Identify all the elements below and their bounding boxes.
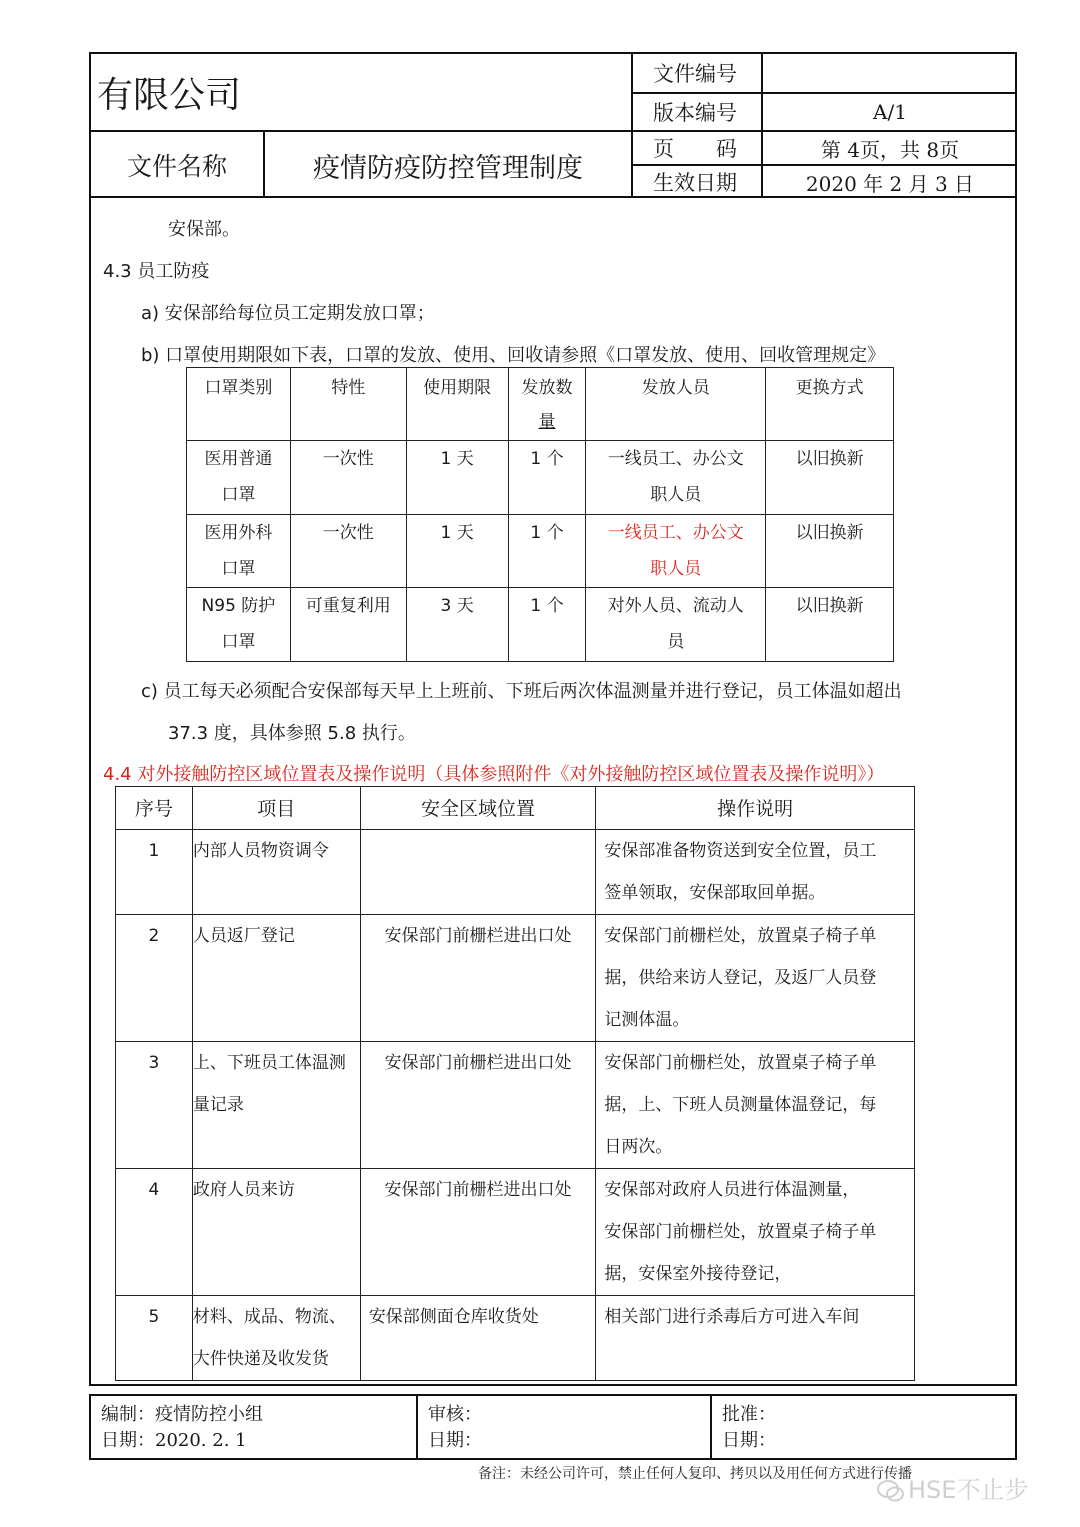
review-label: 审核： bbox=[428, 1404, 482, 1425]
header-qty-line2: 量 bbox=[538, 412, 556, 432]
wechat-icon bbox=[876, 1479, 906, 1503]
mask-period: 1 天 bbox=[406, 515, 508, 588]
compiled-column bbox=[91, 1396, 416, 1458]
header-cell: 口罩类别 bbox=[187, 368, 291, 441]
table-row bbox=[116, 915, 915, 1042]
row-location bbox=[360, 830, 596, 915]
compiled-label: 编制： bbox=[101, 1404, 155, 1425]
row-op-line: 据，安保室外接待登记， bbox=[604, 1264, 792, 1284]
company-name: 有限公司 bbox=[97, 74, 242, 116]
header-cell: 安全区域位置 bbox=[360, 787, 596, 830]
mask-type: N95 防护 bbox=[201, 596, 276, 616]
row-item: 内部人员物资调令 bbox=[192, 841, 329, 861]
row-op-line: 安保部对政府人员进行体温测量， bbox=[604, 1180, 860, 1200]
row-op-line: 安保部门前栅栏处，放置桌子椅子单 bbox=[604, 1222, 877, 1242]
version-label: 版本编号 bbox=[631, 92, 761, 130]
row-number: 3 bbox=[116, 1042, 193, 1169]
section-4-3-heading: 4.3 员工防疫 bbox=[103, 261, 210, 282]
row-number: 1 bbox=[116, 830, 193, 915]
page-value: 第 4页，共 8页 bbox=[761, 130, 1017, 164]
mask-qty: 1 个 bbox=[508, 588, 586, 662]
row-op-line: 相关部门进行杀毒后方可进入车间 bbox=[604, 1307, 860, 1327]
copyright-note: 备注：未经公司许可，禁止任何人复印、拷贝以及用任何方式进行传播 bbox=[478, 1466, 912, 1482]
mask-type: 口罩 bbox=[221, 559, 256, 579]
watermark bbox=[876, 1470, 1028, 1505]
item-c-line1: c) 员工每天必须配合安保部每天早上上班前、下班后两次体温测量并进行登记，员工体温如超出 bbox=[141, 681, 902, 702]
header-cell: 序号 bbox=[116, 787, 193, 830]
approve-date-label: 日期： bbox=[722, 1430, 776, 1451]
table-row bbox=[187, 515, 894, 588]
signature-footer bbox=[89, 1394, 1017, 1460]
row-item: 人员返厂登记 bbox=[192, 926, 295, 946]
row-number: 4 bbox=[116, 1169, 193, 1296]
row-location: 安保部侧面仓库收货处 bbox=[360, 1296, 596, 1381]
table-header-row bbox=[116, 787, 915, 830]
review-column bbox=[416, 1396, 710, 1458]
row-op-line: 安保部门前栅栏处，放置桌子椅子单 bbox=[604, 926, 877, 946]
mask-issuer: 对外人员、流动人 bbox=[607, 596, 744, 616]
mask-replace: 以旧换新 bbox=[766, 515, 894, 588]
effective-date-label: 生效日期 bbox=[631, 164, 761, 198]
header-cell: 使用期限 bbox=[406, 368, 508, 441]
row-number: 2 bbox=[116, 915, 193, 1042]
mask-type: 医用外科 bbox=[204, 523, 273, 543]
row-op-line: 据，上、下班人员测量体温登记，每 bbox=[604, 1095, 877, 1115]
mask-qty: 1 个 bbox=[508, 441, 586, 515]
compiled-value: 疫情防控小组 bbox=[155, 1404, 263, 1425]
version-value: A/1 bbox=[761, 92, 1017, 130]
date-value: 2020. 2. 1 bbox=[155, 1430, 247, 1451]
mask-issuer: 员 bbox=[667, 632, 685, 652]
mask-feature: 可重复利用 bbox=[290, 588, 406, 662]
row-item: 上、下班员工体温测 bbox=[192, 1053, 346, 1073]
row-item: 量记录 bbox=[192, 1095, 244, 1115]
continued-text: 安保部。 bbox=[168, 219, 240, 240]
mask-issuer: 一线员工、办公文 bbox=[607, 449, 744, 469]
review-date-label: 日期： bbox=[428, 1430, 482, 1451]
row-item: 大件快递及收发货 bbox=[192, 1349, 329, 1369]
effective-date-value: 2020 年 2 月 3 日 bbox=[761, 164, 1017, 198]
table-row bbox=[187, 588, 894, 662]
mask-period: 1 天 bbox=[406, 441, 508, 515]
area-table bbox=[115, 786, 915, 1381]
row-op-line: 安保部准备物资送到安全位置，员工 bbox=[604, 841, 877, 861]
header-cell: 发放人员 bbox=[586, 368, 766, 441]
item-b: b) 口罩使用期限如下表，口罩的发放、使用、回收请参照《口罩发放、使用、回收管理规定》 bbox=[141, 345, 886, 366]
item-a: a) 安保部给每位员工定期发放口罩； bbox=[141, 303, 435, 324]
header-cell: 项目 bbox=[192, 787, 360, 830]
document-header bbox=[89, 52, 1017, 198]
mask-issuer-highlighted: 一线员工、办公文 bbox=[607, 523, 744, 543]
mask-type: 医用普通 bbox=[204, 449, 273, 469]
section-4-4-heading: 4.4 对外接触防控区域位置表及操作说明（具体参照附件《对外接触防控区域位置表及操作说明》） bbox=[103, 764, 885, 785]
table-row bbox=[116, 830, 915, 915]
row-location: 安保部门前栅栏进出口处 bbox=[360, 1169, 596, 1296]
mask-feature: 一次性 bbox=[290, 515, 406, 588]
table-header-row bbox=[187, 368, 894, 441]
approve-label: 批准： bbox=[722, 1404, 776, 1425]
header-qty-line1: 发放数 bbox=[521, 378, 573, 398]
table-row bbox=[187, 441, 894, 515]
row-item: 材料、成品、物流、 bbox=[192, 1307, 346, 1327]
mask-feature: 一次性 bbox=[290, 441, 406, 515]
mask-replace: 以旧换新 bbox=[766, 441, 894, 515]
mask-table bbox=[186, 367, 894, 662]
page-label: 页 码 bbox=[631, 130, 761, 164]
header-cell: 更换方式 bbox=[766, 368, 894, 441]
item-c-line2: 37.3 度，具体参照 5.8 执行。 bbox=[168, 723, 416, 744]
table-row bbox=[116, 1042, 915, 1169]
row-location: 安保部门前栅栏进出口处 bbox=[360, 1042, 596, 1169]
file-name-title: 疫情防疫防控管理制度 bbox=[265, 130, 631, 198]
mask-qty: 1 个 bbox=[508, 515, 586, 588]
row-op-line: 记测体温。 bbox=[604, 1010, 690, 1030]
approve-column bbox=[710, 1396, 1015, 1458]
row-op-line: 签单领取，安保部取回单据。 bbox=[604, 883, 826, 903]
header-cell: 特性 bbox=[290, 368, 406, 441]
mask-type: 口罩 bbox=[221, 632, 256, 652]
table-row bbox=[116, 1296, 915, 1381]
row-number: 5 bbox=[116, 1296, 193, 1381]
date-label: 日期： bbox=[101, 1430, 155, 1451]
mask-period: 3 天 bbox=[406, 588, 508, 662]
mask-issuer: 职人员 bbox=[650, 485, 702, 505]
file-name-label: 文件名称 bbox=[91, 130, 265, 198]
file-number-label: 文件编号 bbox=[631, 54, 761, 92]
table-row bbox=[116, 1169, 915, 1296]
row-op-line: 安保部门前栅栏处，放置桌子椅子单 bbox=[604, 1053, 877, 1073]
header-cell-qty bbox=[508, 368, 586, 441]
row-location: 安保部门前栅栏进出口处 bbox=[360, 915, 596, 1042]
row-op-line: 日两次。 bbox=[604, 1137, 673, 1157]
row-item: 政府人员来访 bbox=[192, 1180, 295, 1200]
row-op-line: 据，供给来访人登记，及返厂人员登 bbox=[604, 968, 877, 988]
mask-type: 口罩 bbox=[221, 485, 256, 505]
file-number-value bbox=[761, 54, 1017, 92]
mask-replace: 以旧换新 bbox=[766, 588, 894, 662]
watermark-text: HSE不止步 bbox=[908, 1476, 1029, 1504]
mask-issuer-highlighted: 职人员 bbox=[650, 559, 702, 579]
header-cell: 操作说明 bbox=[596, 787, 915, 830]
